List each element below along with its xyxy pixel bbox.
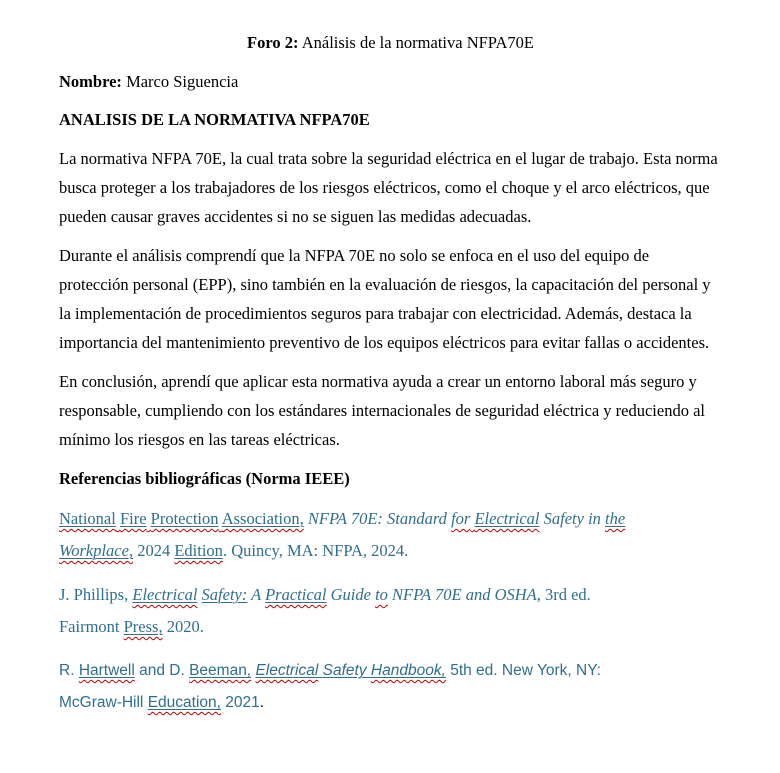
text-run: Edition — [174, 541, 223, 560]
text-run: 5th ed. New York, NY: — [445, 662, 601, 679]
text-run: Electrical — [132, 585, 198, 604]
text-run — [222, 509, 304, 528]
references-heading: Referencias bibliográficas (Norma IEEE) — [59, 469, 350, 488]
text-run: NFPA 70E: Standard — [307, 509, 452, 528]
text-run — [605, 509, 625, 528]
paragraph-intro: La normativa NFPA 70E, la cual trata sobre la seguridad eléctrica en el lugar de trabajo. Esta norma busca proteger a los trabajadores de los riesgos eléctricos, como el choque y el arco eléctricos, que pueden causar graves accidentes si no se siguen las medidas adecuadas. — [59, 149, 718, 226]
text-run — [371, 662, 446, 679]
text-run — [59, 509, 116, 528]
text-run: Workplace, — [59, 541, 134, 560]
text-run: Marco Siguencia — [121, 72, 239, 91]
text-run — [151, 509, 219, 528]
text-run — [59, 541, 133, 560]
paragraph-analysis: Durante el análisis comprendí que la NFPA 70E no solo se enfoca en el uso del equipo de protección personal (EPP), sino también en la evaluación de riesgos, la capacitación del personal y la implementación de procedimientos seguros para trabajar con electricidad. Además, destaca la importancia del mantenimiento preventivo de los equipos eléctricos para evitar fallas o accidentes. — [59, 246, 711, 352]
paragraph-conclusion: En conclusión, aprendí que aplicar esta normativa ayuda a crear un entorno laboral más seguro y responsable, cumpliendo con los estándares internacionales de seguridad eléctrica y reduciendo al mínimo los riesgos en las tareas eléctricas. — [59, 372, 705, 449]
text-run — [255, 662, 318, 679]
text-run: National — [59, 509, 116, 528]
author-line — [59, 67, 722, 96]
text-run: the — [605, 509, 626, 528]
text-run: 2020. — [162, 617, 204, 636]
text-run — [132, 585, 197, 604]
text-run: to — [375, 585, 388, 604]
text-run — [265, 585, 326, 604]
text-run: Safety — [322, 662, 367, 679]
text-run: Safety: — [201, 585, 248, 604]
text-run: A — [247, 585, 266, 604]
text-run: Press, — [123, 617, 163, 636]
text-run: Association, — [221, 509, 304, 528]
text-run: Electrical — [474, 509, 540, 528]
text-run — [174, 541, 223, 560]
text-run: , 3rd ed. — [536, 585, 591, 604]
text-run: Guide — [326, 585, 376, 604]
text-run: Fairmont — [59, 617, 124, 636]
text-run: 2021 — [220, 694, 260, 711]
text-run: and D. — [134, 662, 190, 679]
text-run: Beeman, — [189, 662, 252, 679]
text-run: R. — [59, 662, 79, 679]
section-heading: ANALISIS DE LA NORMATIVA NFPA70E — [59, 110, 370, 129]
reference-entry-hartwell — [59, 655, 722, 719]
reference-entry-phillips — [59, 579, 722, 643]
text-run: Education, — [147, 694, 221, 711]
text-run: for — [451, 509, 471, 528]
text-run: . — [259, 694, 265, 711]
text-run: . Quincy, MA: NFPA, 2024. — [222, 541, 409, 560]
text-run — [124, 617, 163, 636]
text-run: Protection — [150, 509, 219, 528]
text-run: 2024 — [133, 541, 175, 560]
text-run — [148, 694, 221, 711]
text-run: NFPA 70E and OSHA — [387, 585, 537, 604]
document-title — [59, 28, 722, 57]
text-run — [474, 509, 539, 528]
text-run: Electrical — [255, 662, 319, 679]
text-run: Foro 2: — [247, 33, 299, 52]
text-run: J. Phillips, — [59, 585, 133, 604]
text-run: Hartwell — [78, 662, 135, 679]
text-run: Análisis de la normativa NFPA70E — [298, 33, 534, 52]
text-run: Fire — [119, 509, 147, 528]
reference-entry-nfpa — [59, 503, 722, 567]
text-run — [120, 509, 147, 528]
text-run: Nombre: — [59, 72, 122, 91]
text-run — [79, 662, 135, 679]
text-run: Practical — [265, 585, 327, 604]
text-run — [189, 662, 251, 679]
text-run: Handbook, — [370, 662, 446, 679]
text-run: McGraw-Hill — [59, 694, 148, 711]
text-run: Safety in — [539, 509, 606, 528]
